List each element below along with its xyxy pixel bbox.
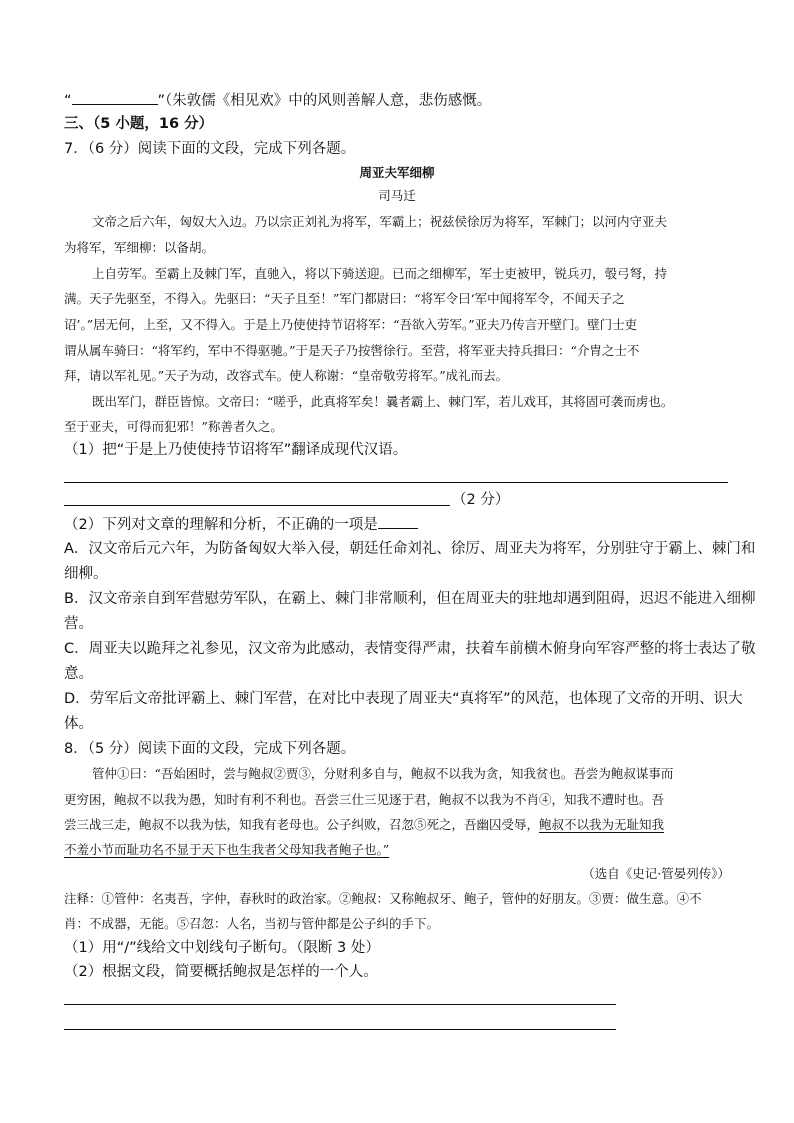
answer-line[interactable] — [64, 1029, 616, 1030]
passage-line: 满。天子先驱至，不得入。先驱曰：“天子且至！”军门都尉曰：“将军令曰‘军中闻将军令，不闻天子之 — [64, 291, 625, 306]
passage-line: 谓从属车骑曰：“将军约，军中不得驱驰。”于是天子乃按辔徐行。至营，将军亚夫持兵揖曰：“介胄之士不 — [64, 343, 640, 358]
passage-line — [64, 815, 664, 835]
section-heading: 三、（5 小题，16 分） — [64, 116, 214, 132]
passage-line: 为将军，军细柳：以备胡。 — [64, 240, 215, 255]
annotation-line: 肖：不成器，无能。⑤召忽：人名，当初与管仲都是公子纠的手下。 — [64, 916, 440, 931]
passage-text: 尝三战三走，鲍叔不以我为怯，知我有老母也。公子纠败，召忽⑤死之，吾幽囚受辱， — [64, 817, 540, 832]
passage-author: 司马迁 — [378, 188, 416, 203]
passage-line: 拜，请以军礼见。”天子为动，改容式车。使人称谢：“皇帝敬劳将军。”成礼而去。 — [64, 368, 509, 383]
answer-blank[interactable] — [72, 90, 158, 105]
annotation-line: 注释：①管仲：名夷吾，字仲，春秋时的政治家。②鲍叔：又称鲍叔牙、鲍子，管仲的好朋友。③贾：做生意。④不 — [64, 891, 702, 906]
option-b-line: 营。 — [64, 616, 93, 632]
option-d-line: 体。 — [64, 716, 93, 732]
option-d-line: D．劳军后文帝批评霸上、棘门军营，在对比中表现了周亚夫“真将军”的风范，也体现了文帝的开明、识大 — [64, 691, 743, 707]
fill-in-line — [64, 90, 491, 111]
subquestion-1: （1）用“/”线给文中划线句子断句。（限断 3 处） — [64, 940, 380, 956]
passage-line: 文帝之后六年，匈奴大入边。乃以宗正刘礼为将军，军霸上；祝兹侯徐厉为将军，军棘门；以河内守亚夫 — [92, 214, 668, 229]
option-c-line: 意。 — [64, 666, 93, 682]
open-quote: “ — [64, 93, 72, 109]
passage-line: 管仲①曰：“吾始困时，尝与鲍叔②贾③，分财利多自与，鲍叔不以我为贪，知我贫也。吾尝为鲍叔谋事而 — [92, 766, 674, 781]
underlined-sentence: 不羞小节而耻功名不显于天下也生我者父母知我者鲍子也。” — [64, 842, 390, 857]
answer-blank[interactable] — [378, 514, 418, 529]
subquestion-2 — [64, 514, 418, 535]
source-citation: （选自《史记·管晏列传》） — [582, 866, 730, 881]
question-8-intro: 8．（5 分）阅读下面的文段，完成下列各题。 — [64, 741, 356, 757]
option-b-line: B．汉文帝亲自到军营慰劳军队，在霸上、棘门非常顺利，但在周亚夫的驻地却遇到阻碍，迟迟不能进入细柳 — [64, 591, 756, 607]
subquestion-2-text: （2）下列对文章的理解和分析，不正确的一项是 — [64, 517, 378, 533]
question-7-intro: 7．（6 分）阅读下面的文段，完成下列各题。 — [64, 141, 356, 157]
passage-line: 既出军门，群臣皆惊。文帝曰：“嗟乎，此真将军矣！曩者霸上、棘门军，若儿戏耳，其将固可袭而虏也。 — [92, 394, 674, 409]
fill-in-rest: ”（朱敦儒《相见欢》中的风则善解人意，悲伤感慨。 — [157, 93, 492, 109]
option-a-line: 细柳。 — [64, 566, 108, 582]
passage-line: 上自劳军。至霸上及棘门军，直驰入，将以下骑送迎。已而之细柳军，军士吏被甲，锐兵刃，彀弓弩，持 — [92, 266, 668, 281]
underlined-sentence: 鲍叔不以我为无耻知我 — [539, 817, 665, 832]
option-a-line: A．汉文帝后元六年，为防备匈奴大举入侵，朝廷任命刘礼、徐厉、周亚夫为将军，分别驻守于霸上、棘门和 — [64, 541, 756, 557]
passage-line: 诏’。”居无何，上至，又不得入。于是上乃使使持节诏将军：“吾欲入劳军。”亚夫乃传言开壁门。壁门士吏 — [64, 317, 638, 332]
score-label: （2 分） — [452, 492, 510, 508]
passage-title: 周亚夫军细柳 — [359, 165, 435, 180]
passage-line: 至于亚夫，可得而犯邪！”称善者久之。 — [64, 419, 283, 434]
subquestion-2: （2）根据文段，简要概括鲍叔是怎样的一个人。 — [64, 964, 378, 980]
passage-line: 更穷困，鲍叔不以我为愚，知时有利不利也。吾尝三仕三见逐于君，鲍叔不以我为不肖④，知我不遭时也。吾 — [64, 792, 665, 807]
answer-line[interactable] — [64, 1004, 616, 1005]
option-c-line: C．周亚夫以跪拜之礼参见，汉文帝为此感动，表情变得严肃，扶着车前横木俯身向军容严整的将士表达了敬 — [64, 641, 756, 657]
answer-line[interactable] — [64, 505, 450, 506]
subquestion-1: （1）把“于是上乃使使持节诏将军”翻译成现代汉语。 — [64, 442, 408, 458]
answer-line[interactable] — [64, 482, 728, 483]
